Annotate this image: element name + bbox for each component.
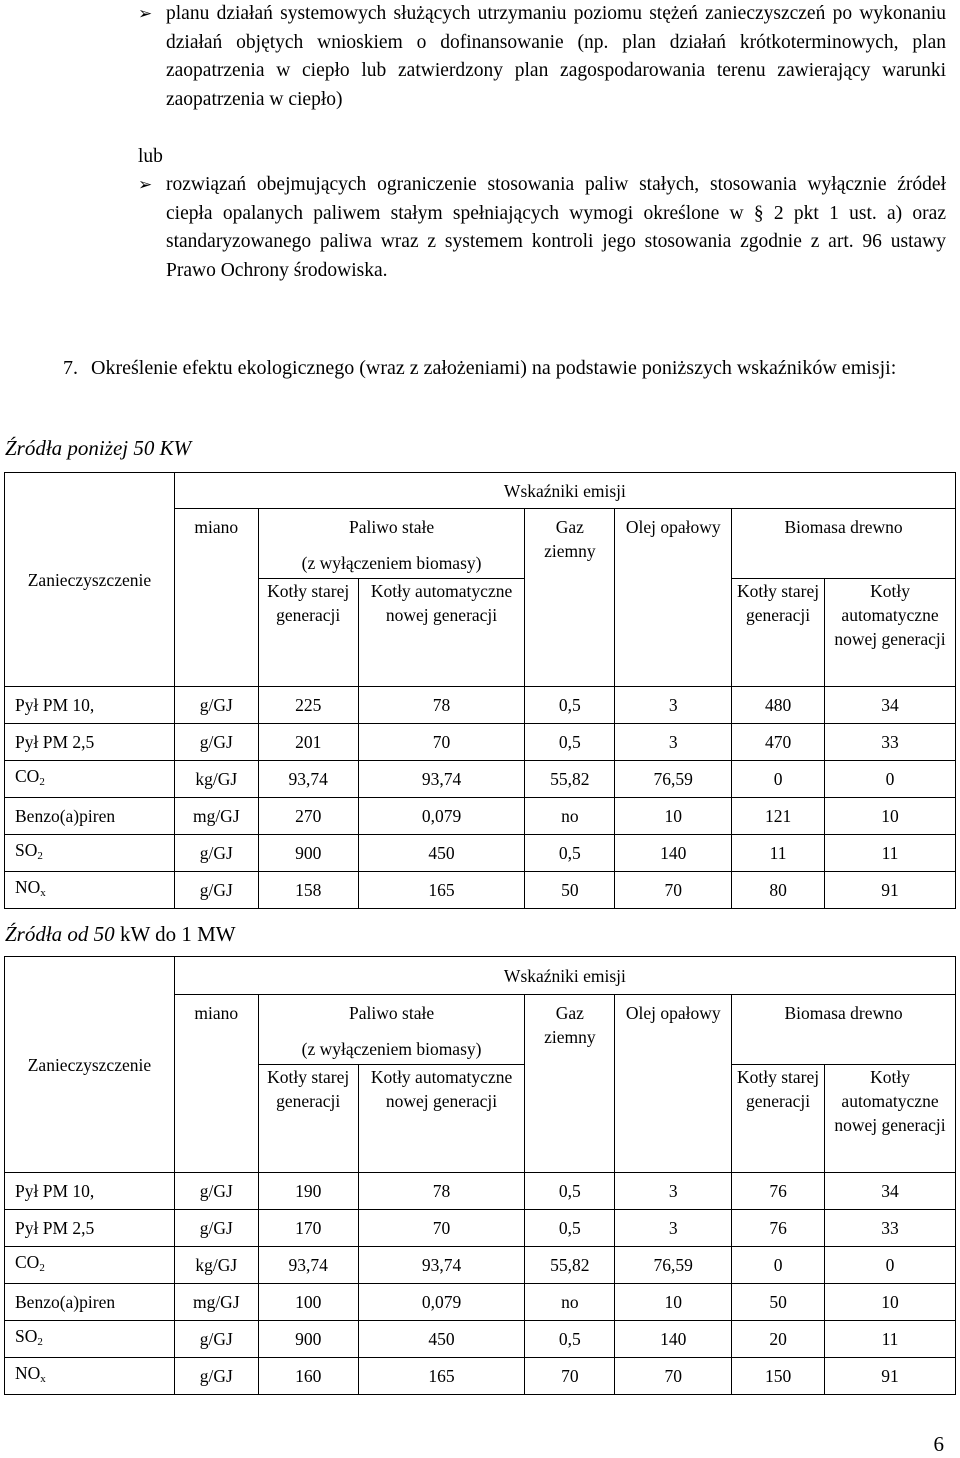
value-cell: 190: [258, 1173, 358, 1210]
section-text: Określenie efektu ekologicznego (wraz z założeniami) na podstawie poniższych wskaźników emisji:: [91, 357, 897, 379]
value-cell: 0,5: [525, 1321, 615, 1358]
table-row: [5, 835, 956, 872]
or-separator: lub: [138, 146, 163, 167]
header-old-boilers: Kotły starej generacji: [732, 1065, 825, 1173]
header-unit: miano: [174, 995, 258, 1173]
solid-fuel-note: (z wyłączeniem biomasy): [301, 553, 482, 573]
value-cell: 50: [525, 872, 615, 909]
unit-cell: g/GJ: [174, 1210, 258, 1247]
value-cell: 0: [732, 761, 825, 798]
value-cell: 76: [732, 1210, 825, 1247]
unit-cell: mg/GJ: [174, 798, 258, 835]
solid-fuel-label: Paliwo stałe: [349, 517, 435, 537]
value-cell: 78: [358, 687, 525, 724]
unit-cell: g/GJ: [174, 872, 258, 909]
value-cell: 76,59: [615, 761, 732, 798]
bullet-text: planu działań systemowych służących utrzymaniu poziomu stężeń zanieczyszczeń po wykonaniu działań objętych wnioskiem o dofinansowanie (np. plan działań krótkoterminowych, plan zaopatrzenia w ciepło lub zatwierdzony plan zagospodarowania terenu zawierający warunki zaopatrzenia w ciepło): [166, 3, 946, 110]
header-fuel-oil: Olej opałowy: [615, 509, 732, 687]
solid-fuel-label: Paliwo stałe: [349, 1003, 435, 1023]
value-cell: 158: [258, 872, 358, 909]
pollutant-name: Pył PM 2,5: [5, 724, 175, 761]
unit-cell: kg/GJ: [174, 761, 258, 798]
table-row: [5, 761, 956, 798]
pollutant-name: $CO_2$: [5, 761, 175, 798]
value-cell: 0: [825, 1247, 956, 1284]
pollutant-name: Benzo(a)piren: [5, 798, 175, 835]
table-row: [5, 798, 956, 835]
emission-table-1: [4, 472, 956, 909]
value-cell: 0,5: [525, 724, 615, 761]
header-solid-fuel: [258, 995, 525, 1065]
header-biomass: Biomasa drewno: [732, 995, 956, 1065]
header-auto-boilers: Kotły automatyczne nowej generacji: [358, 1065, 525, 1173]
table2-caption: [5, 922, 236, 947]
value-cell: 70: [358, 724, 525, 761]
value-cell: 76: [732, 1173, 825, 1210]
value-cell: 170: [258, 1210, 358, 1247]
header-natural-gas: Gaz ziemny: [525, 509, 615, 687]
value-cell: 91: [825, 1358, 956, 1395]
value-cell: 140: [615, 1321, 732, 1358]
unit-cell: g/GJ: [174, 724, 258, 761]
table-row: [5, 1247, 956, 1284]
value-cell: 93,74: [258, 1247, 358, 1284]
value-cell: 34: [825, 1173, 956, 1210]
value-cell: 165: [358, 1358, 525, 1395]
unit-cell: g/GJ: [174, 835, 258, 872]
value-cell: 0,5: [525, 835, 615, 872]
header-auto-boilers: Kotły automatyczne nowej generacji: [825, 579, 956, 687]
table-row: [5, 1358, 956, 1395]
value-cell: 900: [258, 1321, 358, 1358]
section-7: [63, 354, 960, 383]
value-cell: 93,74: [258, 761, 358, 798]
value-cell: 11: [825, 1321, 956, 1358]
unit-cell: kg/GJ: [174, 1247, 258, 1284]
header-unit: miano: [174, 509, 258, 687]
table-row: [5, 1173, 956, 1210]
value-cell: no: [525, 1284, 615, 1321]
value-cell: 3: [615, 724, 732, 761]
table-row: [5, 1284, 956, 1321]
page-number: 6: [933, 1432, 944, 1456]
value-cell: 470: [732, 724, 825, 761]
pollutant-name: $NO_x$: [5, 872, 175, 909]
value-cell: 91: [825, 872, 956, 909]
value-cell: 270: [258, 798, 358, 835]
header-old-boilers: Kotły starej generacji: [258, 1065, 358, 1173]
value-cell: 3: [615, 687, 732, 724]
pollutant-name: Pył PM 10,: [5, 687, 175, 724]
value-cell: 225: [258, 687, 358, 724]
value-cell: 100: [258, 1284, 358, 1321]
value-cell: 10: [825, 1284, 956, 1321]
value-cell: 0,5: [525, 687, 615, 724]
value-cell: 70: [615, 872, 732, 909]
value-cell: 70: [525, 1358, 615, 1395]
value-cell: 450: [358, 835, 525, 872]
header-emission-indicators: Wskaźniki emisji: [174, 957, 955, 995]
value-cell: 70: [358, 1210, 525, 1247]
value-cell: 10: [825, 798, 956, 835]
bullet-text: rozwiązań obejmujących ograniczenie stosowania paliw stałych, stosowania wyłącznie źródeł ciepła opalanych paliwem stałym spełniających wymogi określone w § 2 pkt 1 ust. a) oraz standaryzowanego paliwa wraz z systemem kontroli jego stosowania zgodnie z art. 96 ustawy Prawo Ochrony środowiska.: [166, 174, 946, 281]
value-cell: 33: [825, 724, 956, 761]
pollutant-name: Benzo(a)piren: [5, 1284, 175, 1321]
table-row: [5, 724, 956, 761]
emission-table-2: [4, 956, 956, 1395]
value-cell: 140: [615, 835, 732, 872]
value-cell: 0: [732, 1247, 825, 1284]
value-cell: 34: [825, 687, 956, 724]
header-fuel-oil: Olej opałowy: [615, 995, 732, 1173]
value-cell: 900: [258, 835, 358, 872]
table2-caption-b: kW do 1 MW: [119, 922, 236, 946]
value-cell: 160: [258, 1358, 358, 1395]
value-cell: 0,079: [358, 798, 525, 835]
table1-body: [5, 687, 956, 909]
table-row: [5, 1321, 956, 1358]
value-cell: 10: [615, 798, 732, 835]
value-cell: 3: [615, 1210, 732, 1247]
pollutant-name: $NO_x$: [5, 1358, 175, 1395]
bullet-item: [138, 0, 946, 114]
unit-cell: g/GJ: [174, 687, 258, 724]
value-cell: 20: [732, 1321, 825, 1358]
value-cell: 93,74: [358, 761, 525, 798]
header-old-boilers: Kotły starej generacji: [258, 579, 358, 687]
table2-body: [5, 1173, 956, 1395]
value-cell: 150: [732, 1358, 825, 1395]
section-number: 7.: [63, 357, 78, 379]
value-cell: 11: [825, 835, 956, 872]
table-row: [5, 1210, 956, 1247]
value-cell: 201: [258, 724, 358, 761]
unit-cell: g/GJ: [174, 1173, 258, 1210]
pollutant-name: $SO_2$: [5, 1321, 175, 1358]
header-biomass: Biomasa drewno: [732, 509, 956, 579]
unit-cell: g/GJ: [174, 1358, 258, 1395]
value-cell: 10: [615, 1284, 732, 1321]
header-pollutant: Zanieczyszczenie: [5, 957, 175, 1173]
value-cell: 78: [358, 1173, 525, 1210]
header-solid-fuel: [258, 509, 525, 579]
unit-cell: mg/GJ: [174, 1284, 258, 1321]
value-cell: 55,82: [525, 1247, 615, 1284]
header-old-boilers: Kotły starej generacji: [732, 579, 825, 687]
value-cell: no: [525, 798, 615, 835]
table2-caption-a: Źródła od 50: [5, 922, 115, 946]
value-cell: 450: [358, 1321, 525, 1358]
value-cell: 80: [732, 872, 825, 909]
arrow-bullet-icon: ➢: [138, 175, 153, 194]
pollutant-name: Pył PM 10,: [5, 1173, 175, 1210]
header-auto-boilers: Kotły automatyczne nowej generacji: [358, 579, 525, 687]
arrow-bullet-icon: ➢: [138, 4, 153, 23]
value-cell: 11: [732, 835, 825, 872]
value-cell: 0,079: [358, 1284, 525, 1321]
table-row: [5, 872, 956, 909]
value-cell: 55,82: [525, 761, 615, 798]
value-cell: 93,74: [358, 1247, 525, 1284]
value-cell: 76,59: [615, 1247, 732, 1284]
value-cell: 480: [732, 687, 825, 724]
value-cell: 121: [732, 798, 825, 835]
table-row: [5, 687, 956, 724]
value-cell: 70: [615, 1358, 732, 1395]
pollutant-name: $CO_2$: [5, 1247, 175, 1284]
header-emission-indicators: Wskaźniki emisji: [174, 473, 955, 509]
solid-fuel-note: (z wyłączeniem biomasy): [301, 1039, 482, 1059]
value-cell: 0,5: [525, 1173, 615, 1210]
table1-caption: Źródła poniżej 50 KW: [5, 436, 192, 460]
value-cell: 50: [732, 1284, 825, 1321]
value-cell: 165: [358, 872, 525, 909]
value-cell: 3: [615, 1173, 732, 1210]
header-natural-gas: Gaz ziemny: [525, 995, 615, 1173]
value-cell: 0,5: [525, 1210, 615, 1247]
bullet-item: [138, 171, 946, 285]
pollutant-name: Pył PM 2,5: [5, 1210, 175, 1247]
pollutant-name: $SO_2$: [5, 835, 175, 872]
value-cell: 0: [825, 761, 956, 798]
value-cell: 33: [825, 1210, 956, 1247]
header-auto-boilers: Kotły automatyczne nowej generacji: [825, 1065, 956, 1173]
header-pollutant: Zanieczyszczenie: [5, 473, 175, 687]
unit-cell: g/GJ: [174, 1321, 258, 1358]
